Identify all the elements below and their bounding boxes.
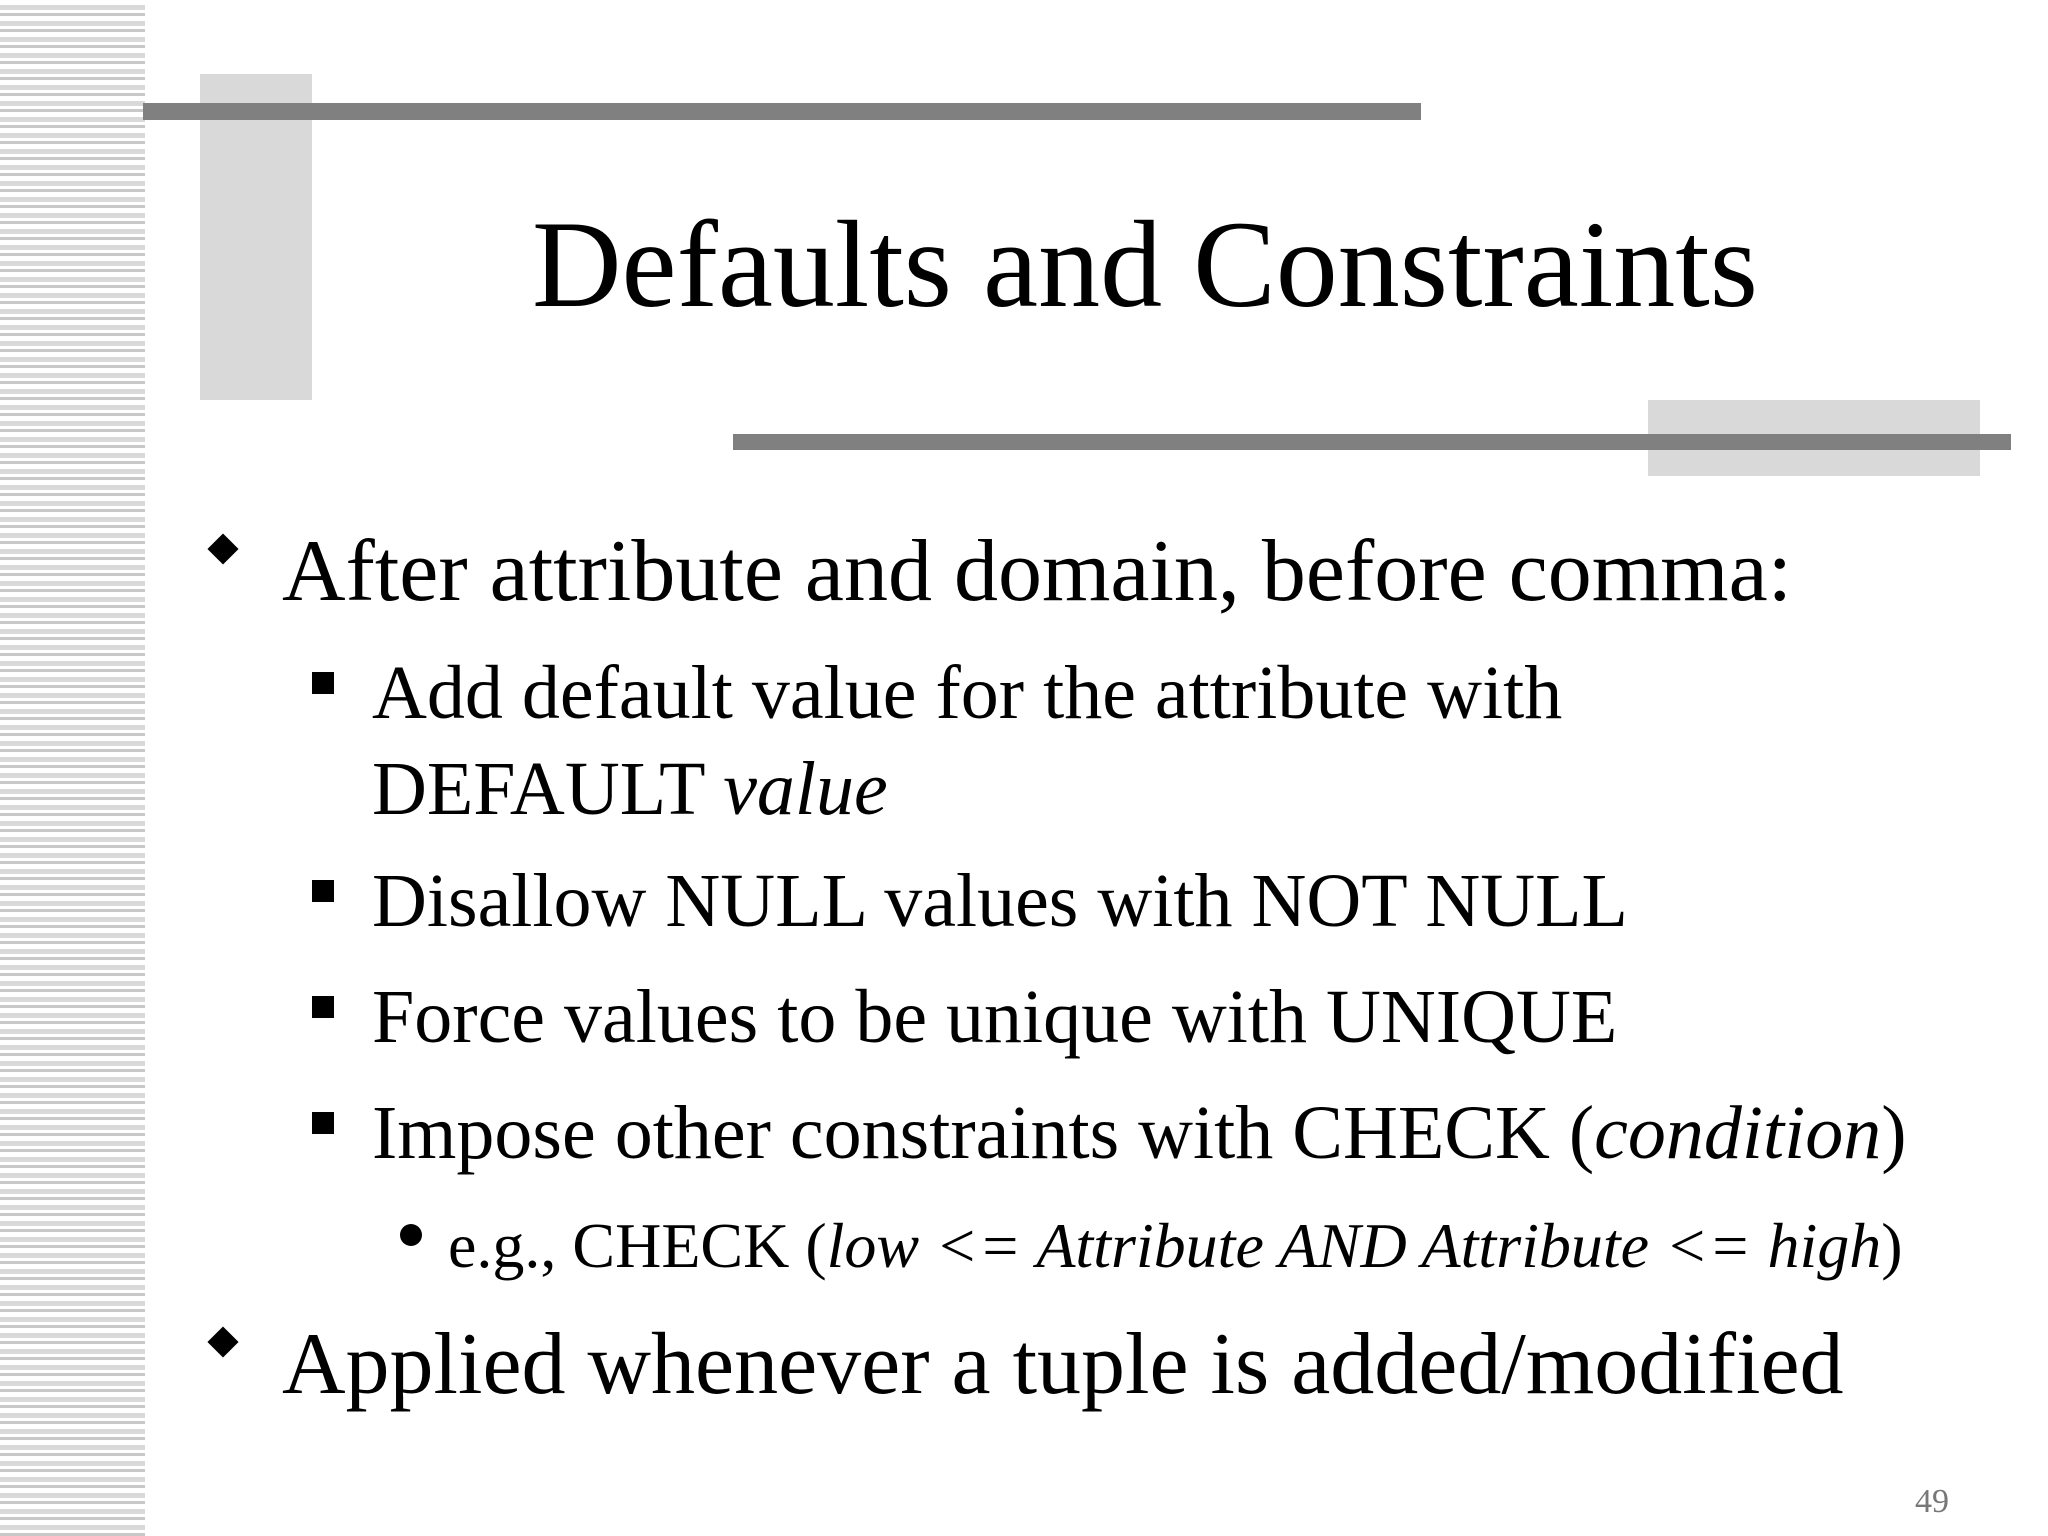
- sub-bullet-default-line2: [372, 744, 888, 834]
- bullet-applied-whenever: Applied whenever a tuple is added/modified: [282, 1316, 1844, 1413]
- sub-bullet-unique: Force values to be unique with UNIQUE: [372, 975, 1618, 1059]
- check-plain: Impose other constraints with CHECK (: [372, 1091, 1595, 1175]
- bullet-after-attribute: After attribute and domain, before comma:: [282, 523, 1793, 620]
- check-condition-italic: condition: [1594, 1091, 1882, 1175]
- example-expression-italic: low <= Attribute AND Attribute <= high: [826, 1210, 1882, 1281]
- check-close-paren: ): [1881, 1091, 1907, 1175]
- sub-bullet-not-null: Disallow NULL values with NOT NULL: [372, 859, 1628, 943]
- square-bullet-icon: [312, 996, 334, 1018]
- diamond-bullet-icon: [207, 533, 238, 564]
- title-accent-block: [200, 74, 312, 400]
- page-number: 49: [1915, 1483, 1949, 1520]
- default-value-italic: value: [723, 747, 888, 831]
- square-bullet-icon: [312, 672, 334, 694]
- dot-bullet-icon: [400, 1224, 422, 1246]
- mid-accent-bar: [733, 434, 2011, 450]
- example-close-paren: ): [1881, 1210, 1903, 1281]
- default-keyword: DEFAULT: [372, 747, 724, 831]
- top-accent-bar: [143, 103, 1421, 120]
- check-example: [448, 1206, 1903, 1286]
- sub-bullet-check: [372, 1088, 1907, 1178]
- square-bullet-icon: [312, 880, 334, 902]
- diamond-bullet-icon: [207, 1326, 238, 1357]
- example-prefix: e.g., CHECK (: [448, 1210, 827, 1281]
- square-bullet-icon: [312, 1112, 334, 1134]
- slide-title: Defaults and Constraints: [531, 196, 1758, 333]
- sub-bullet-default-line1: Add default value for the attribute with: [372, 651, 1563, 735]
- left-stripe-decoration: [0, 0, 145, 1536]
